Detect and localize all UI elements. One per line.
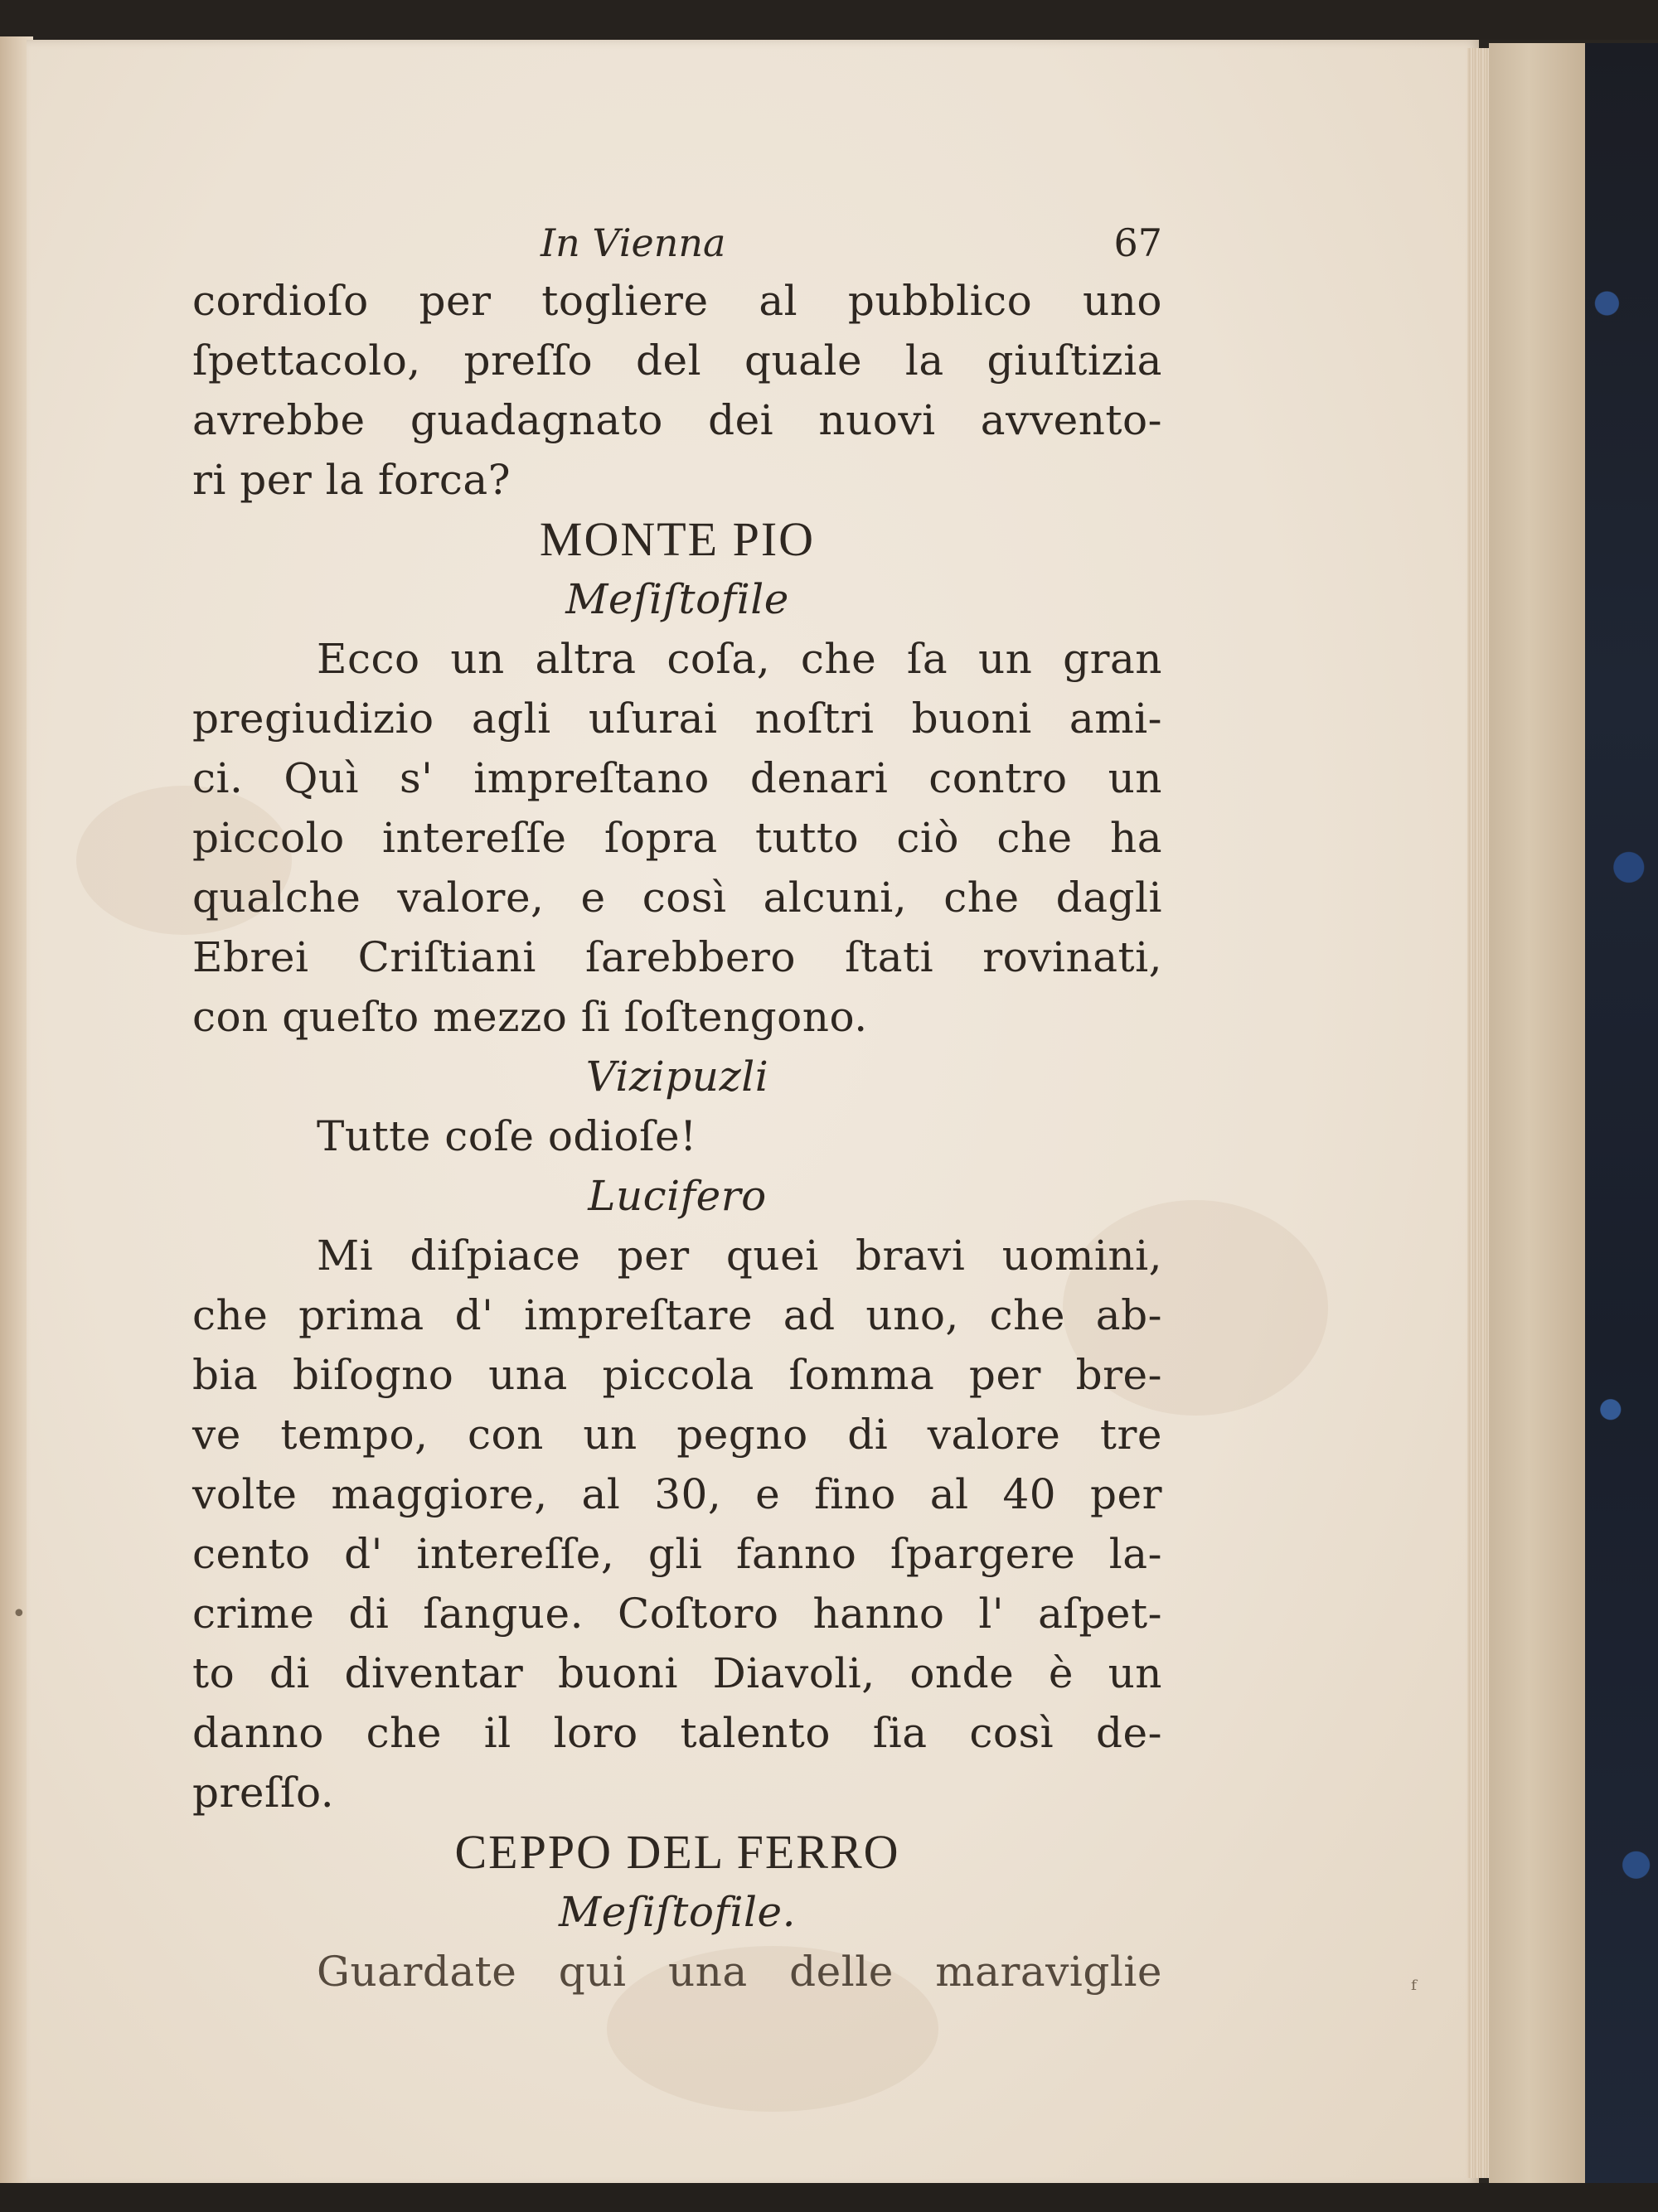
text-line: crime di ſangue. Coſtoro hanno l' aſpet-	[192, 1590, 1162, 1638]
text-line: qualche valore, e così alcuni, che dagli	[192, 874, 1162, 922]
text-line: pregiudizio agli uſurai noſtri buoni ami-	[192, 695, 1162, 743]
marbled-cover	[1585, 43, 1658, 2212]
speaker-name: Lucifero	[588, 1172, 767, 1220]
running-header	[192, 214, 1162, 272]
page-edges	[1467, 48, 1489, 2178]
text-line: Ebrei Criſtiani ſarebbero ſtati rovinati,	[192, 933, 1162, 981]
text-line: Tutte coſe odioſe!	[317, 1112, 697, 1160]
speaker-name: Meſiſtofile.	[559, 1888, 796, 1936]
text-line: ve tempo, con un pegno di valore tre	[192, 1411, 1162, 1459]
text-line: volte maggiore, al 30, e fino al 40 per	[192, 1470, 1162, 1518]
speaker-name: Vizipuzli	[585, 1053, 769, 1101]
text-line: to di diventar buoni Diavoli, onde è un	[192, 1649, 1162, 1697]
running-title: In Vienna	[541, 220, 726, 265]
text-line: danno che il loro talento ſia così de-	[192, 1709, 1162, 1757]
text-line: piccolo intereſſe ſopra tutto ciò che ha	[192, 814, 1162, 862]
text-line: cordioſo per togliere al pubblico uno	[192, 277, 1162, 325]
page-number: 67	[1113, 220, 1162, 265]
section-heading: MONTE PIO	[539, 512, 816, 566]
text-line: ri per la forca?	[192, 456, 511, 504]
scan-background-top	[0, 0, 1658, 40]
text-line: Guardate qui una delle maraviglie	[317, 1948, 1162, 1996]
text-line: Ecco un altra coſa, che ſa un gran	[317, 635, 1162, 683]
margin-mark: •	[12, 1600, 27, 1629]
text-line: ſpettacolo, preſſo del quale la giuſtizia	[192, 336, 1162, 385]
text-line: ci. Quì s' impreſtano denari contro un	[192, 754, 1162, 802]
scan-background-bottom	[0, 2183, 1658, 2212]
speaker-name: Meſiſtofile	[565, 575, 789, 623]
text-line: cento d' intereſſe, gli fanno ſpargere la-	[192, 1530, 1162, 1578]
text-line: avrebbe guadagnato dei nuovi avvento-	[192, 396, 1162, 444]
section-heading: CEPPO DEL FERRO	[454, 1825, 900, 1879]
text-line: bia biſogno una piccola ſomma per bre-	[192, 1351, 1162, 1399]
text-line: Mi diſpiace per quei bravi uomini,	[317, 1232, 1162, 1280]
margin-mark: ᶠ	[1411, 1976, 1417, 2005]
cover-board	[1489, 43, 1588, 2190]
text-line: con queſto mezzo ſi ſoſtengono.	[192, 993, 868, 1041]
text-line: preſſo.	[192, 1769, 335, 1817]
text-line: che prima d' impreſtare ad uno, che ab-	[192, 1291, 1162, 1339]
